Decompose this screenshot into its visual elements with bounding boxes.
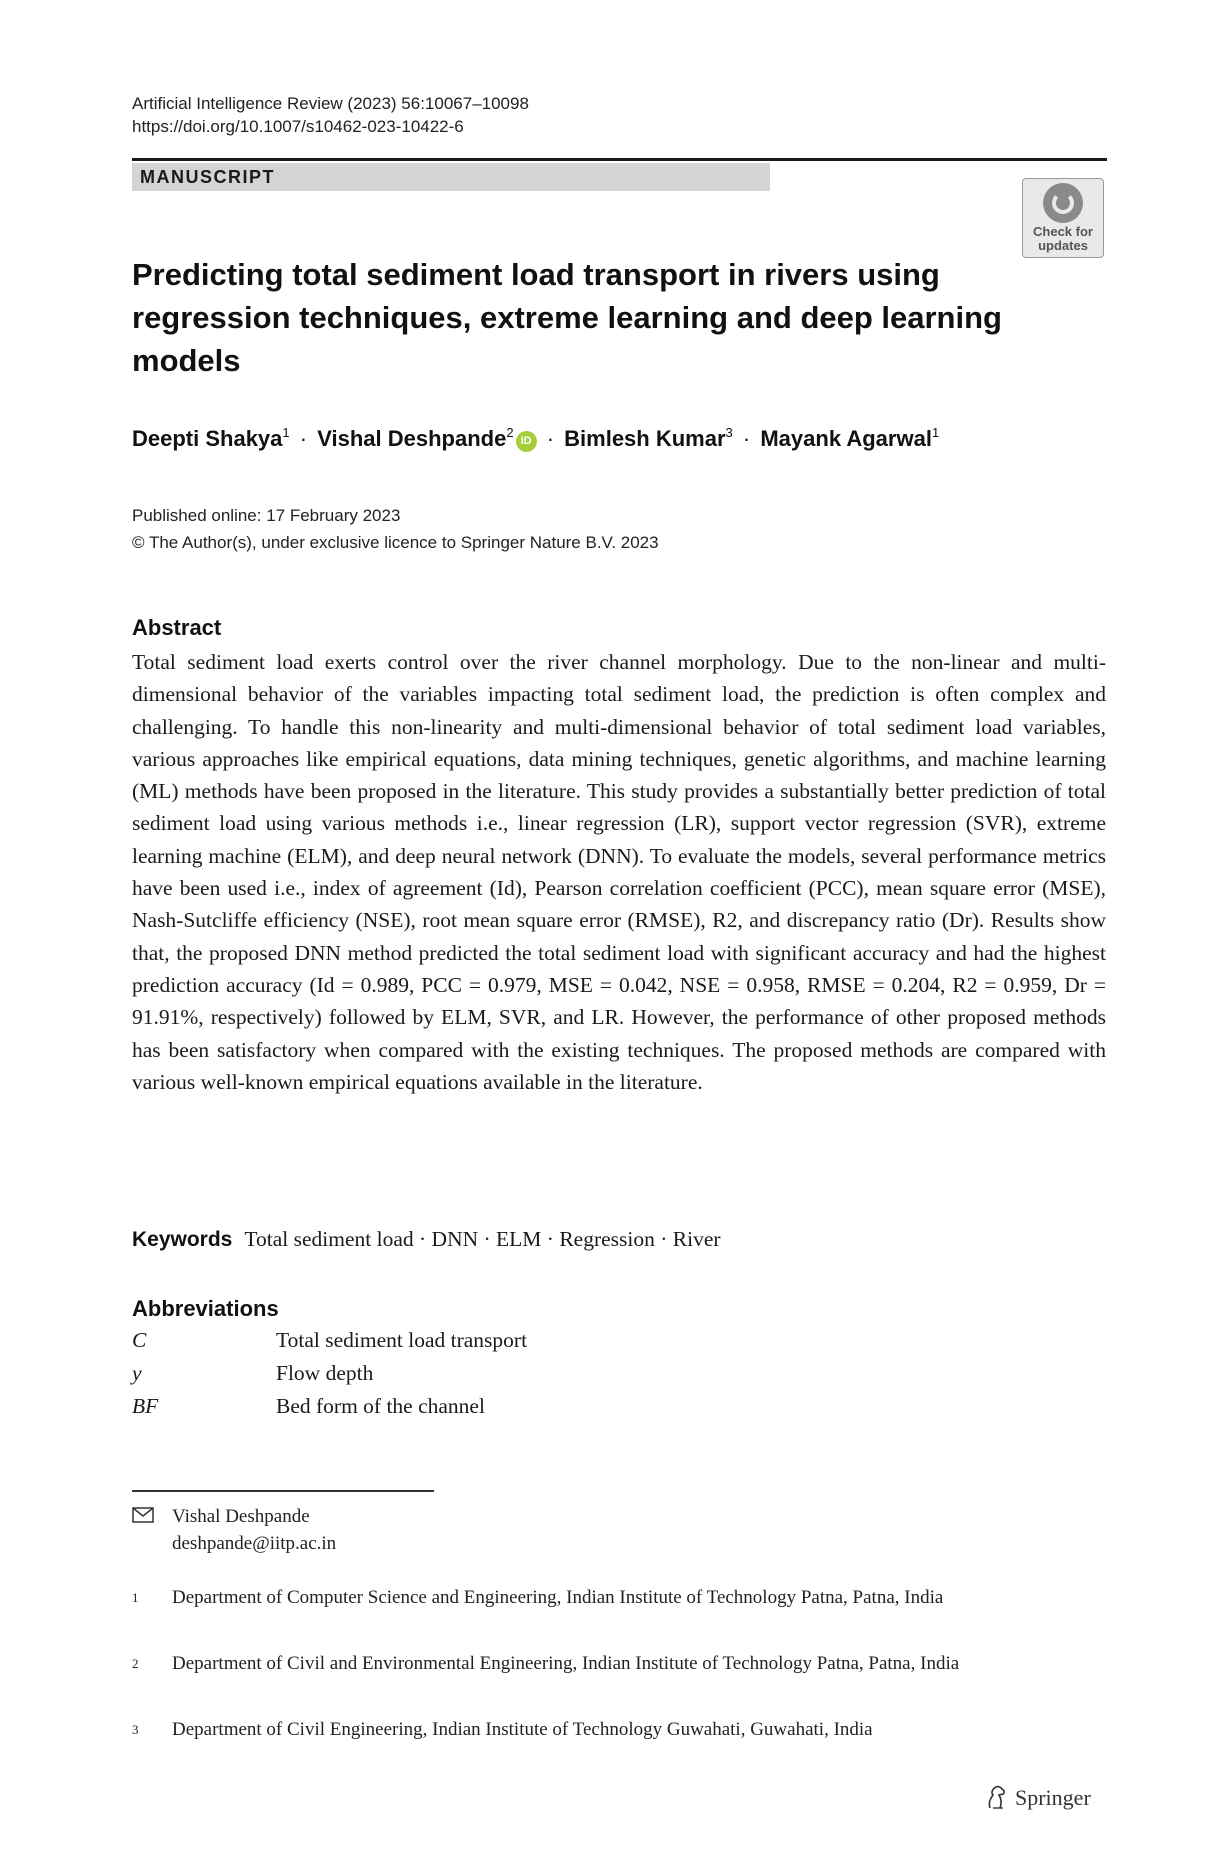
corresponding-contact <box>172 1503 1092 1557</box>
author-affiliation-mark: 3 <box>725 425 733 440</box>
abstract-heading: Abstract <box>132 615 222 640</box>
affiliation-text: Department of Computer Science and Engineering, Indian Institute of Technology Patna, Patna, India <box>172 1587 944 1608</box>
publisher-name: Springer <box>1015 1785 1091 1810</box>
check-updates-icon <box>1043 183 1083 223</box>
keywords-list: Total sediment load · DNN · ELM · Regression · River <box>244 1227 721 1251</box>
abbreviation-symbol: y <box>132 1361 142 1385</box>
author-name[interactable]: Vishal Deshpande <box>317 426 507 451</box>
abbreviation-definition: Flow depth <box>276 1361 374 1385</box>
affiliation-text: Department of Civil Engineering, Indian Institute of Technology Guwahati, Guwahati, India <box>172 1719 873 1740</box>
abbreviation-symbol: BF <box>132 1394 159 1418</box>
abbreviation-definition: Total sediment load transport <box>276 1328 528 1352</box>
author-list <box>132 425 1112 452</box>
copyright-line: © The Author(s), under exclusive licence to Springer Nature B.V. 2023 <box>132 533 659 552</box>
author-name[interactable]: Deepti Shakya <box>132 426 283 451</box>
author-affiliation-mark: 1 <box>282 425 290 440</box>
check-updates-label: Check for updates <box>1033 224 1093 253</box>
journal-line: Artificial Intelligence Review (2023) 56:10067–10098 <box>132 94 529 113</box>
affiliation-number: 2 <box>132 1656 139 1671</box>
footnote-rule <box>132 1490 434 1492</box>
author-affiliation-mark: 1 <box>931 425 940 440</box>
author-affiliation-mark: 2 <box>506 425 514 440</box>
author-name[interactable]: Bimlesh Kumar <box>564 426 726 451</box>
orcid-icon[interactable]: iD <box>516 431 537 452</box>
affiliation-number: 1 <box>132 1590 139 1605</box>
corresponding-email[interactable]: deshpande@iitp.ac.in <box>172 1533 337 1554</box>
affiliation-footnote <box>132 1716 1082 1746</box>
section-label: MANUSCRIPT <box>132 163 770 191</box>
publication-info <box>132 502 659 556</box>
check-for-updates-badge[interactable] <box>1022 178 1104 258</box>
corresponding-author <box>132 1503 1082 1559</box>
author-name[interactable]: Mayank Agarwal <box>760 426 932 451</box>
springer-horse-icon <box>985 1784 1009 1810</box>
author-separator: · <box>742 426 751 451</box>
abbreviation-symbol: C <box>132 1328 147 1352</box>
doi-link[interactable]: https://doi.org/10.1007/s10462-023-10422-6 <box>132 117 464 136</box>
affiliation-number: 3 <box>132 1722 139 1737</box>
keywords-heading: Keywords <box>132 1228 233 1251</box>
paper-title: Predicting total sediment load transport in rivers using regression techniques, extreme learning and deep learning models <box>132 257 1002 378</box>
header-rule <box>132 158 1107 161</box>
affiliation-footnote <box>132 1650 1082 1706</box>
envelope-icon <box>132 1507 154 1523</box>
affiliation-text: Department of Civil and Environmental Engineering, Indian Institute of Technology Patna, Patna, India <box>172 1653 960 1674</box>
journal-reference <box>132 92 529 138</box>
keywords <box>132 1227 721 1252</box>
abstract-text: Total sediment load exerts control over the river channel morphology. Due to the non-linear and multi-dimensional behavior of the variables impacting total sediment load, the prediction is often complex and challenging. To handle this non-linearity and multi-dimensional behavior of total sediment load variables, various approaches like empirical equations, data mining techniques, genetic algorithms, and machine learning (ML) methods have been proposed in the literature. This study provides a substantially better prediction of total sediment load using various methods i.e., linear regression (LR), support vector regression (SVR), extreme learning machine (ELM), and deep neural network (DNN). To evaluate the models, several performance metrics have been used i.e., index of agreement (Id), Pearson correlation coefficient (PCC), mean square error (MSE), Nash-Sutcliffe efficiency (NSE), root mean square error (RMSE), R2, and discrepancy ratio (Dr). Results show that, the proposed DNN method predicted the total sediment load with significant accuracy and had the highest prediction accuracy (Id = 0.989, PCC = 0.979, MSE = 0.042, NSE = 0.958, RMSE = 0.204, R2 = 0.959, Dr = 91.91%, respectively) followed by ELM, SVR, and LR. However, the performance of other proposed methods has been satisfactory when compared with the existing techniques. The proposed methods are compared with various well-known empirical equations available in the literature. <box>132 650 1106 1094</box>
published-date: Published online: 17 February 2023 <box>132 506 401 525</box>
author-separator: · <box>299 426 308 451</box>
abbreviations-heading: Abbreviations <box>132 1296 279 1321</box>
author-separator: · <box>546 426 555 451</box>
corresponding-name: Vishal Deshpande <box>172 1506 310 1527</box>
publisher-logo <box>985 1784 1091 1811</box>
affiliation-footnote <box>132 1584 1082 1640</box>
abbreviation-definition: Bed form of the channel <box>276 1394 485 1418</box>
